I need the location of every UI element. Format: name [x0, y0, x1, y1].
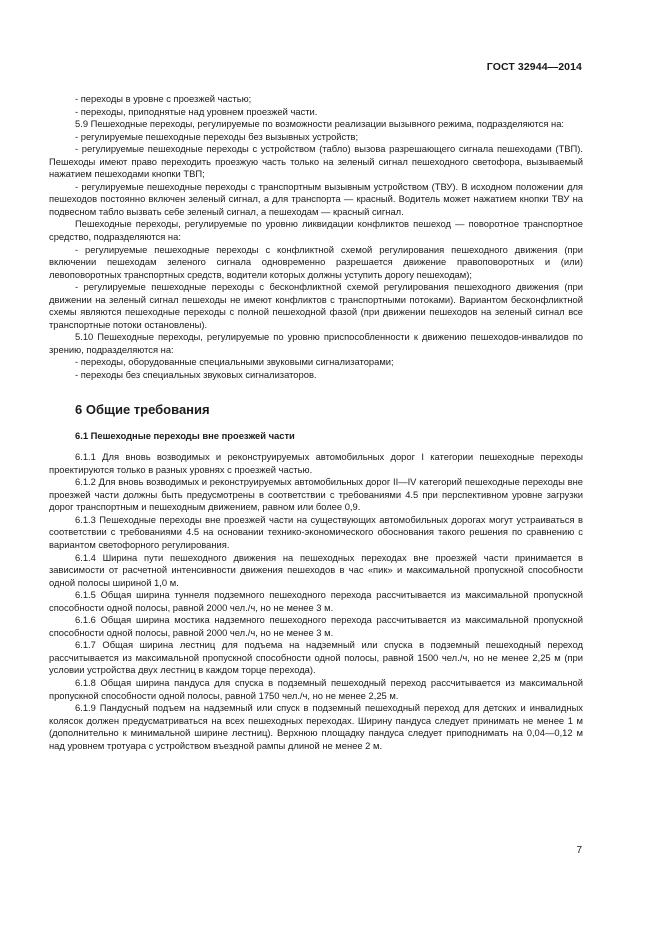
clause-6-1-4: 6.1.4 Ширина пути пешеходного движения на пешеходных переходах вне проезжей части принимается в зависимости от расчетной интенсивности движения пешеходов в час «пик» и максимальной пропускной способности одной полосы шириной 1,0 м. [49, 551, 583, 588]
clause-6-1-5: 6.1.5 Общая ширина туннеля подземного пешеходного перехода рассчитывается из максимальной пропускной способности одной полосы, равной 2000 чел./ч, но не менее 3 м. [49, 589, 583, 613]
paragraph: Пешеходные переходы, регулируемые по уровню ликвидации конфликтов пешеход — поворотное транспортное средство, подразделяются на: [49, 218, 583, 243]
clause-6-1-2: 6.1.2 Для вновь возводимых и реконструируемых автомобильных дорог II—IV категорий пешеходные переходы вне проезжей части должны быть предусмотрены в соответствии с требованиями 4.5 при перспективном уровне загрузки дорог транспортным и пешеходным движением, равном или более 0,9. [49, 476, 583, 513]
clause-5-10: 5.10 Пешеходные переходы, регулируемые по уровню приспособленности к движению пешеходов-инвалидов по зрению, подразделяются на: [49, 331, 583, 355]
clause-5-9: 5.9 Пешеходные переходы, регулируемые по возможности реализации вызывного режима, подразделяются на: [75, 118, 565, 130]
clause-6-1-8: 6.1.8 Общая ширина пандуса для спуска в подземный пешеходный переход рассчитывается из максимальной пропускной способности одной полосы, равной 1750 чел./ч, но не менее 2,25 м. [49, 676, 583, 701]
list-item: - регулируемые пешеходные переходы с бесконфликтной схемой регулирования пешеходного движения (при движении на зеленый сигнал пешеходы не имеют конфликтов с транспортными потоками). Вариантом бесконфликтной схемы являются пешеходные переходы с полной пешеходной фазой (при движении пешеходов на зеленый сигнал все транспортные потоки остановлены). [49, 281, 583, 330]
list-item: - переходы, оборудованные специальными звуковыми сигнализаторами; [75, 356, 394, 368]
list-item: - переходы, приподнятые над уровнем проезжей части. [75, 105, 318, 117]
clause-6-1-1: 6.1.1 Для вновь возводимых и реконструируемых автомобильных дорог I категории пешеходные переходы проектируются только в разных уровнях с проезжей частью. [49, 451, 583, 475]
page-body [49, 93, 583, 752]
document-header: ГОСТ 32944—2014 [486, 61, 582, 73]
list-item: - регулируемые пешеходные переходы без вызывных устройств; [75, 130, 359, 142]
list-item: - регулируемые пешеходные переходы с устройством (табло) вызова разрешающего сигнала пешеходами (ТВП). Пешеходы имеют право переходить проезжую часть только на зеленый сигнал пешеходного светофора, вызываемый нажатием пешеходами кнопки ТВП; [49, 143, 583, 180]
clause-6-1-3: 6.1.3 Пешеходные переходы вне проезжей части на существующих автомобильных дорогах могут устраиваться в соответствии с требованиями 4.5 на основании технико-экономического обоснования такого решения по сравнению с вариантом светофорного регулирования. [49, 513, 583, 550]
page-number: 7 [576, 845, 582, 856]
list-item: - регулируемые пешеходные переходы с конфликтной схемой регулирования пешеходного движения (при включении пешеходам зеленого сигнала одновременно разрешается движение правоповоротных и (или) левоповоротных транспортных средств, водители которых должны уступить дорогу пешеходам); [49, 243, 583, 280]
clause-6-1-7: 6.1.7 Общая ширина лестниц для подъема на надземный или спуска в подземный пешеходный переход рассчитывается из максимальной пропускной способности одной полосы, равной 1500 чел./ч, но не менее 2,25 м (при условии устройства двух лестниц в каждом торце перехода). [49, 639, 583, 676]
list-item: - регулируемые пешеходные переходы с транспортным вызывным устройством (ТВУ). В исходном положении для пешеходов постоянно включен зеленый сигнал, а для транспорта — красный. Водитель может нажатием кнопки ТВУ на подвесном табло вызвать себе зеленый сигнал, а пешеходам — красный сигнал. [49, 180, 583, 217]
clause-6-1-9: 6.1.9 Пандусный подъем на надземный или спуск в подземный пешеходный переход для детских и инвалидных колясок должен предусматриваться на всех пешеходных переходах. Ширину пандуса следует принимать не менее 1 м (дополнительно к минимальной ширине лестниц). Верхнюю площадку пандуса следует приподнимать на 0,04—0,12 м над уровнем тротуара с устройством въездной рампы длиной не менее 2 м. [49, 702, 583, 751]
subsection-heading: 6.1 Пешеходные переходы вне проезжей части [75, 429, 295, 441]
list-item: - переходы без специальных звуковых сигнализаторов. [75, 369, 317, 381]
section-heading: 6 Общие требования [75, 401, 210, 417]
list-item: - переходы в уровне с проезжей частью; [75, 93, 252, 104]
clause-6-1-6: 6.1.6 Общая ширина мостика надземного пешеходного перехода рассчитывается из максимальной пропускной способности одной полосы, равной 2000 чел./ч, но не менее 3 м. [49, 614, 583, 638]
